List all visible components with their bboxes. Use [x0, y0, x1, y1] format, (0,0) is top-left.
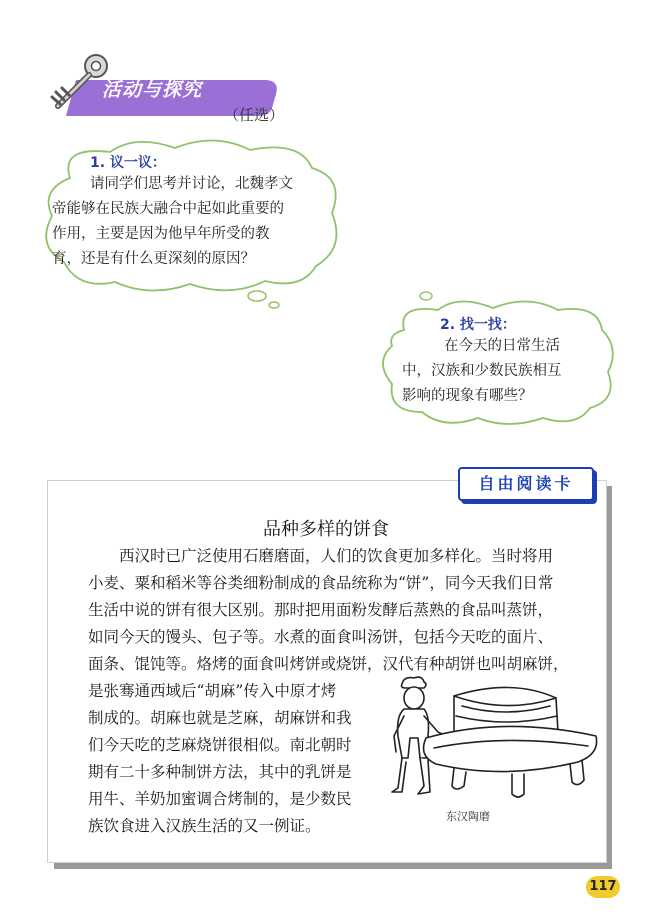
article-line: 们今天吃的芝麻烧饼很相似。南北朝时 — [88, 736, 352, 754]
article-line: 用牛、羊奶加蜜调合烤制的，是少数民 — [88, 790, 352, 808]
article-body — [88, 543, 594, 678]
optional-note: （任选） — [224, 106, 285, 124]
section-title: 活动与探究 — [102, 79, 203, 101]
article-line: 期有二十多种制饼方法，其中的乳饼是 — [88, 763, 352, 781]
article-body-wrapped — [88, 678, 378, 840]
activity-2-line: 中，汉族和少数民族相互 — [402, 363, 562, 379]
activity-1-title: 1. 议一议： — [90, 155, 166, 171]
activity-1-line: 作用，主要是因为他早年所受的教 — [52, 226, 270, 242]
activity-2-line: 影响的现象有哪些？ — [402, 388, 533, 404]
article-line: 面条、馄饨等。烙烤的面食叫烤饼或烧饼，汉代有种胡饼也叫胡麻饼， — [88, 655, 569, 673]
article-line: 生活中说的饼有很大区别。那时把用面粉发酵后蒸熟的食品叫蒸饼， — [88, 601, 554, 619]
article-line: 小麦、粟和稻米等谷类细粉制成的食品统称为“饼”，同今天我们日常 — [88, 574, 554, 592]
activity-1-line: 育，还是有什么更深刻的原因？ — [52, 251, 255, 267]
article-line: 族饮食进入汉族生活的又一例证。 — [88, 817, 321, 835]
pottery-mill-illustration — [374, 676, 600, 808]
activity-1-line: 请同学们思考并讨论，北魏孝文 — [90, 176, 293, 192]
article-line: 如同今天的馒头、包子等。水煮的面食叫汤饼，包括今天吃的面片、 — [88, 628, 554, 646]
activity-2-title: 2. 找一找： — [440, 317, 516, 333]
article-line: 西汉时已广泛使用石磨磨面，人们的饮食更加多样化。当时将用 — [119, 547, 554, 565]
activity-1-line: 帝能够在民族大融合中起如此重要的 — [52, 201, 284, 217]
activity-2-line: 在今天的日常生活 — [444, 338, 560, 354]
page-number: 117 — [586, 876, 620, 898]
article-title: 品种多样的饼食 — [263, 519, 389, 540]
article-line: 制成的。胡麻也就是芝麻，胡麻饼和我 — [88, 709, 352, 727]
reading-card-tab: 自由阅读卡 — [458, 467, 594, 501]
figure-caption: 东汉陶磨 — [446, 810, 490, 823]
article-line: 是张骞通西域后“胡麻”传入中原才烤 — [88, 682, 337, 700]
